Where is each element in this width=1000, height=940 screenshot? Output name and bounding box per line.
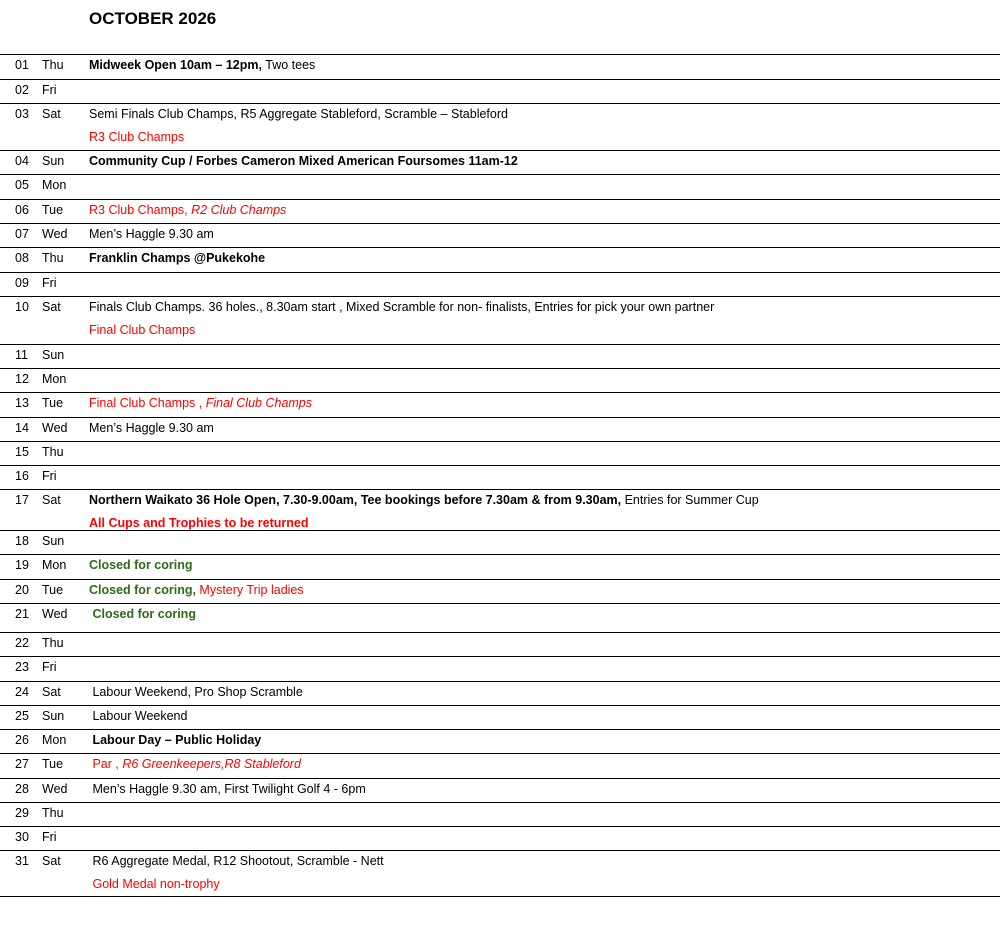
calendar-row: [0, 603, 1000, 632]
event-line: [89, 684, 303, 700]
calendar-row: [0, 656, 1000, 681]
event-line: [89, 226, 214, 242]
day-of-week: Wed: [42, 421, 68, 435]
day-of-week: Sat: [42, 107, 61, 121]
day-number: 06: [15, 203, 29, 217]
event-line: [89, 732, 261, 748]
day-of-week: Fri: [42, 660, 57, 674]
event-text: Labour Day – Public Holiday: [89, 733, 262, 747]
event-text: Semi Finals Club Champs, R5 Aggregate Stableford, Scramble – Stableford: [89, 107, 508, 121]
day-of-week: Mon: [42, 372, 67, 386]
event-line: [89, 515, 308, 531]
calendar-row: [0, 850, 1000, 897]
calendar-row: [0, 681, 1000, 705]
event-text: Closed for coring,: [89, 583, 196, 597]
day-number: 16: [15, 469, 29, 483]
event-text: Men’s Haggle 9.30 am: [89, 227, 214, 241]
day-number: 22: [15, 636, 29, 650]
day-number: 23: [15, 660, 29, 674]
day-number: 26: [15, 733, 29, 747]
day-of-week: Thu: [42, 445, 64, 459]
event-line: [89, 557, 192, 573]
event-line: [89, 250, 265, 266]
day-of-week: Wed: [42, 607, 68, 621]
event-text: Entries for Summer Cup: [621, 493, 759, 507]
day-of-week: Wed: [42, 227, 68, 241]
day-number: 28: [15, 782, 29, 796]
calendar-row: [0, 417, 1000, 441]
event-line: [89, 299, 714, 315]
day-number: 25: [15, 709, 29, 723]
event-text: Final Club Champs: [89, 323, 196, 337]
calendar-row: [0, 530, 1000, 554]
calendar-row: [0, 441, 1000, 465]
day-of-week: Wed: [42, 782, 68, 796]
event-text: Labour Weekend, Pro Shop Scramble: [89, 685, 303, 699]
event-text: R2 Club Champs: [191, 203, 287, 217]
calendar-row: [0, 223, 1000, 247]
day-of-week: Sat: [42, 685, 61, 699]
calendar-row: [0, 344, 1000, 368]
event-line: [89, 492, 759, 508]
calendar-row: [0, 368, 1000, 392]
event-line: [89, 756, 301, 772]
calendar-row: [0, 802, 1000, 826]
event-line: [89, 57, 315, 73]
day-of-week: Thu: [42, 806, 64, 820]
event-text: Gold Medal non-trophy: [89, 877, 220, 891]
calendar-row: [0, 554, 1000, 579]
day-of-week: Tue: [42, 203, 64, 217]
day-number: 01: [15, 58, 29, 72]
day-of-week: Thu: [42, 636, 64, 650]
event-text: Closed for coring: [89, 607, 196, 621]
event-text: Franklin Champs @Pukekohe: [89, 251, 266, 265]
event-text: R3 Club Champs: [89, 130, 185, 144]
event-text: R6 Aggregate Medal, R12 Shootout, Scramble - Nett: [89, 854, 384, 868]
event-line: [89, 106, 508, 122]
event-line: [89, 876, 220, 892]
day-of-week: Mon: [42, 178, 67, 192]
calendar-row: [0, 826, 1000, 850]
calendar-row: [0, 753, 1000, 778]
calendar-row: [0, 272, 1000, 296]
event-text: All Cups and Trophies to be returned: [89, 516, 309, 530]
day-of-week: Mon: [42, 733, 67, 747]
day-of-week: Tue: [42, 396, 64, 410]
day-number: 03: [15, 107, 29, 121]
event-line: [89, 606, 196, 622]
day-number: 08: [15, 251, 29, 265]
event-line: [89, 853, 384, 869]
day-number: 14: [15, 421, 29, 435]
day-of-week: Sun: [42, 154, 65, 168]
day-number: 10: [15, 300, 29, 314]
event-line: [89, 781, 366, 797]
day-number: 04: [15, 154, 29, 168]
event-line: [89, 153, 518, 169]
event-text: Par ,: [89, 757, 123, 771]
day-of-week: Fri: [42, 276, 57, 290]
page-title: OCTOBER 2026: [89, 9, 217, 28]
day-of-week: Sun: [42, 348, 65, 362]
day-number: 30: [15, 830, 29, 844]
day-of-week: Sat: [42, 300, 61, 314]
event-line: [89, 708, 187, 724]
calendar-row: [0, 79, 1000, 103]
day-number: 21: [15, 607, 29, 621]
event-line: [89, 129, 184, 145]
calendar-row: [0, 465, 1000, 489]
calendar-row: [0, 579, 1000, 603]
calendar-table: [0, 54, 1000, 897]
day-number: 31: [15, 854, 29, 868]
day-of-week: Fri: [42, 830, 57, 844]
event-text: R6 Greenkeepers,R8 Stableford: [122, 757, 301, 771]
calendar-row: [0, 489, 1000, 530]
day-number: 02: [15, 83, 29, 97]
calendar-row: [0, 296, 1000, 344]
event-line: [89, 582, 304, 598]
day-of-week: Mon: [42, 558, 67, 572]
day-number: 09: [15, 276, 29, 290]
event-text: Closed for coring: [89, 558, 193, 572]
day-number: 13: [15, 396, 29, 410]
day-number: 12: [15, 372, 29, 386]
calendar-row: [0, 150, 1000, 174]
day-of-week: Thu: [42, 251, 64, 265]
event-text: Labour Weekend: [89, 709, 188, 723]
event-line: [89, 395, 312, 411]
day-of-week: Sun: [42, 534, 65, 548]
day-number: 29: [15, 806, 29, 820]
calendar-row: [0, 54, 1000, 79]
day-of-week: Tue: [42, 757, 64, 771]
day-number: 27: [15, 757, 29, 771]
day-of-week: Thu: [42, 58, 64, 72]
day-of-week: Sat: [42, 493, 61, 507]
calendar-row: [0, 778, 1000, 802]
calendar-row: [0, 174, 1000, 199]
calendar-row: [0, 247, 1000, 272]
day-number: 05: [15, 178, 29, 192]
event-line: [89, 420, 214, 436]
day-number: 20: [15, 583, 29, 597]
event-text: Community Cup / Forbes Cameron Mixed American Foursomes 11am-12: [89, 154, 518, 168]
event-text: Finals Club Champs. 36 holes., 8.30am start , Mixed Scramble for non- finalists, Entries for pick your own partner: [89, 300, 715, 314]
calendar-row: [0, 705, 1000, 729]
calendar-row: [0, 199, 1000, 223]
event-text: Northern Waikato 36 Hole Open, 7.30-9.00am, Tee bookings before 7.30am & from 9.30am,: [89, 493, 622, 507]
event-line: [89, 322, 195, 338]
day-of-week: Sun: [42, 709, 65, 723]
day-of-week: Fri: [42, 83, 57, 97]
calendar-row: [0, 632, 1000, 656]
event-text: Two tees: [262, 58, 316, 72]
day-number: 18: [15, 534, 29, 548]
event-text: Men’s Haggle 9.30 am: [89, 421, 214, 435]
event-text: Midweek Open 10am – 12pm,: [89, 58, 262, 72]
calendar-row: [0, 103, 1000, 150]
event-text: Final Club Champs: [205, 396, 313, 410]
day-of-week: Tue: [42, 583, 64, 597]
day-number: 24: [15, 685, 29, 699]
event-text: Men’s Haggle 9.30 am, First Twilight Golf 4 - 6pm: [89, 782, 366, 796]
event-text: R3 Club Champs,: [89, 203, 192, 217]
day-of-week: Fri: [42, 469, 57, 483]
day-number: 17: [15, 493, 29, 507]
event-text: Final Club Champs ,: [89, 396, 206, 410]
day-number: 15: [15, 445, 29, 459]
day-number: 07: [15, 227, 29, 241]
event-text: Mystery Trip ladies: [195, 583, 304, 597]
calendar-row: [0, 729, 1000, 753]
day-number: 11: [15, 348, 28, 362]
day-of-week: Sat: [42, 854, 61, 868]
event-line: [89, 202, 286, 218]
day-number: 19: [15, 558, 29, 572]
calendar-row: [0, 392, 1000, 417]
